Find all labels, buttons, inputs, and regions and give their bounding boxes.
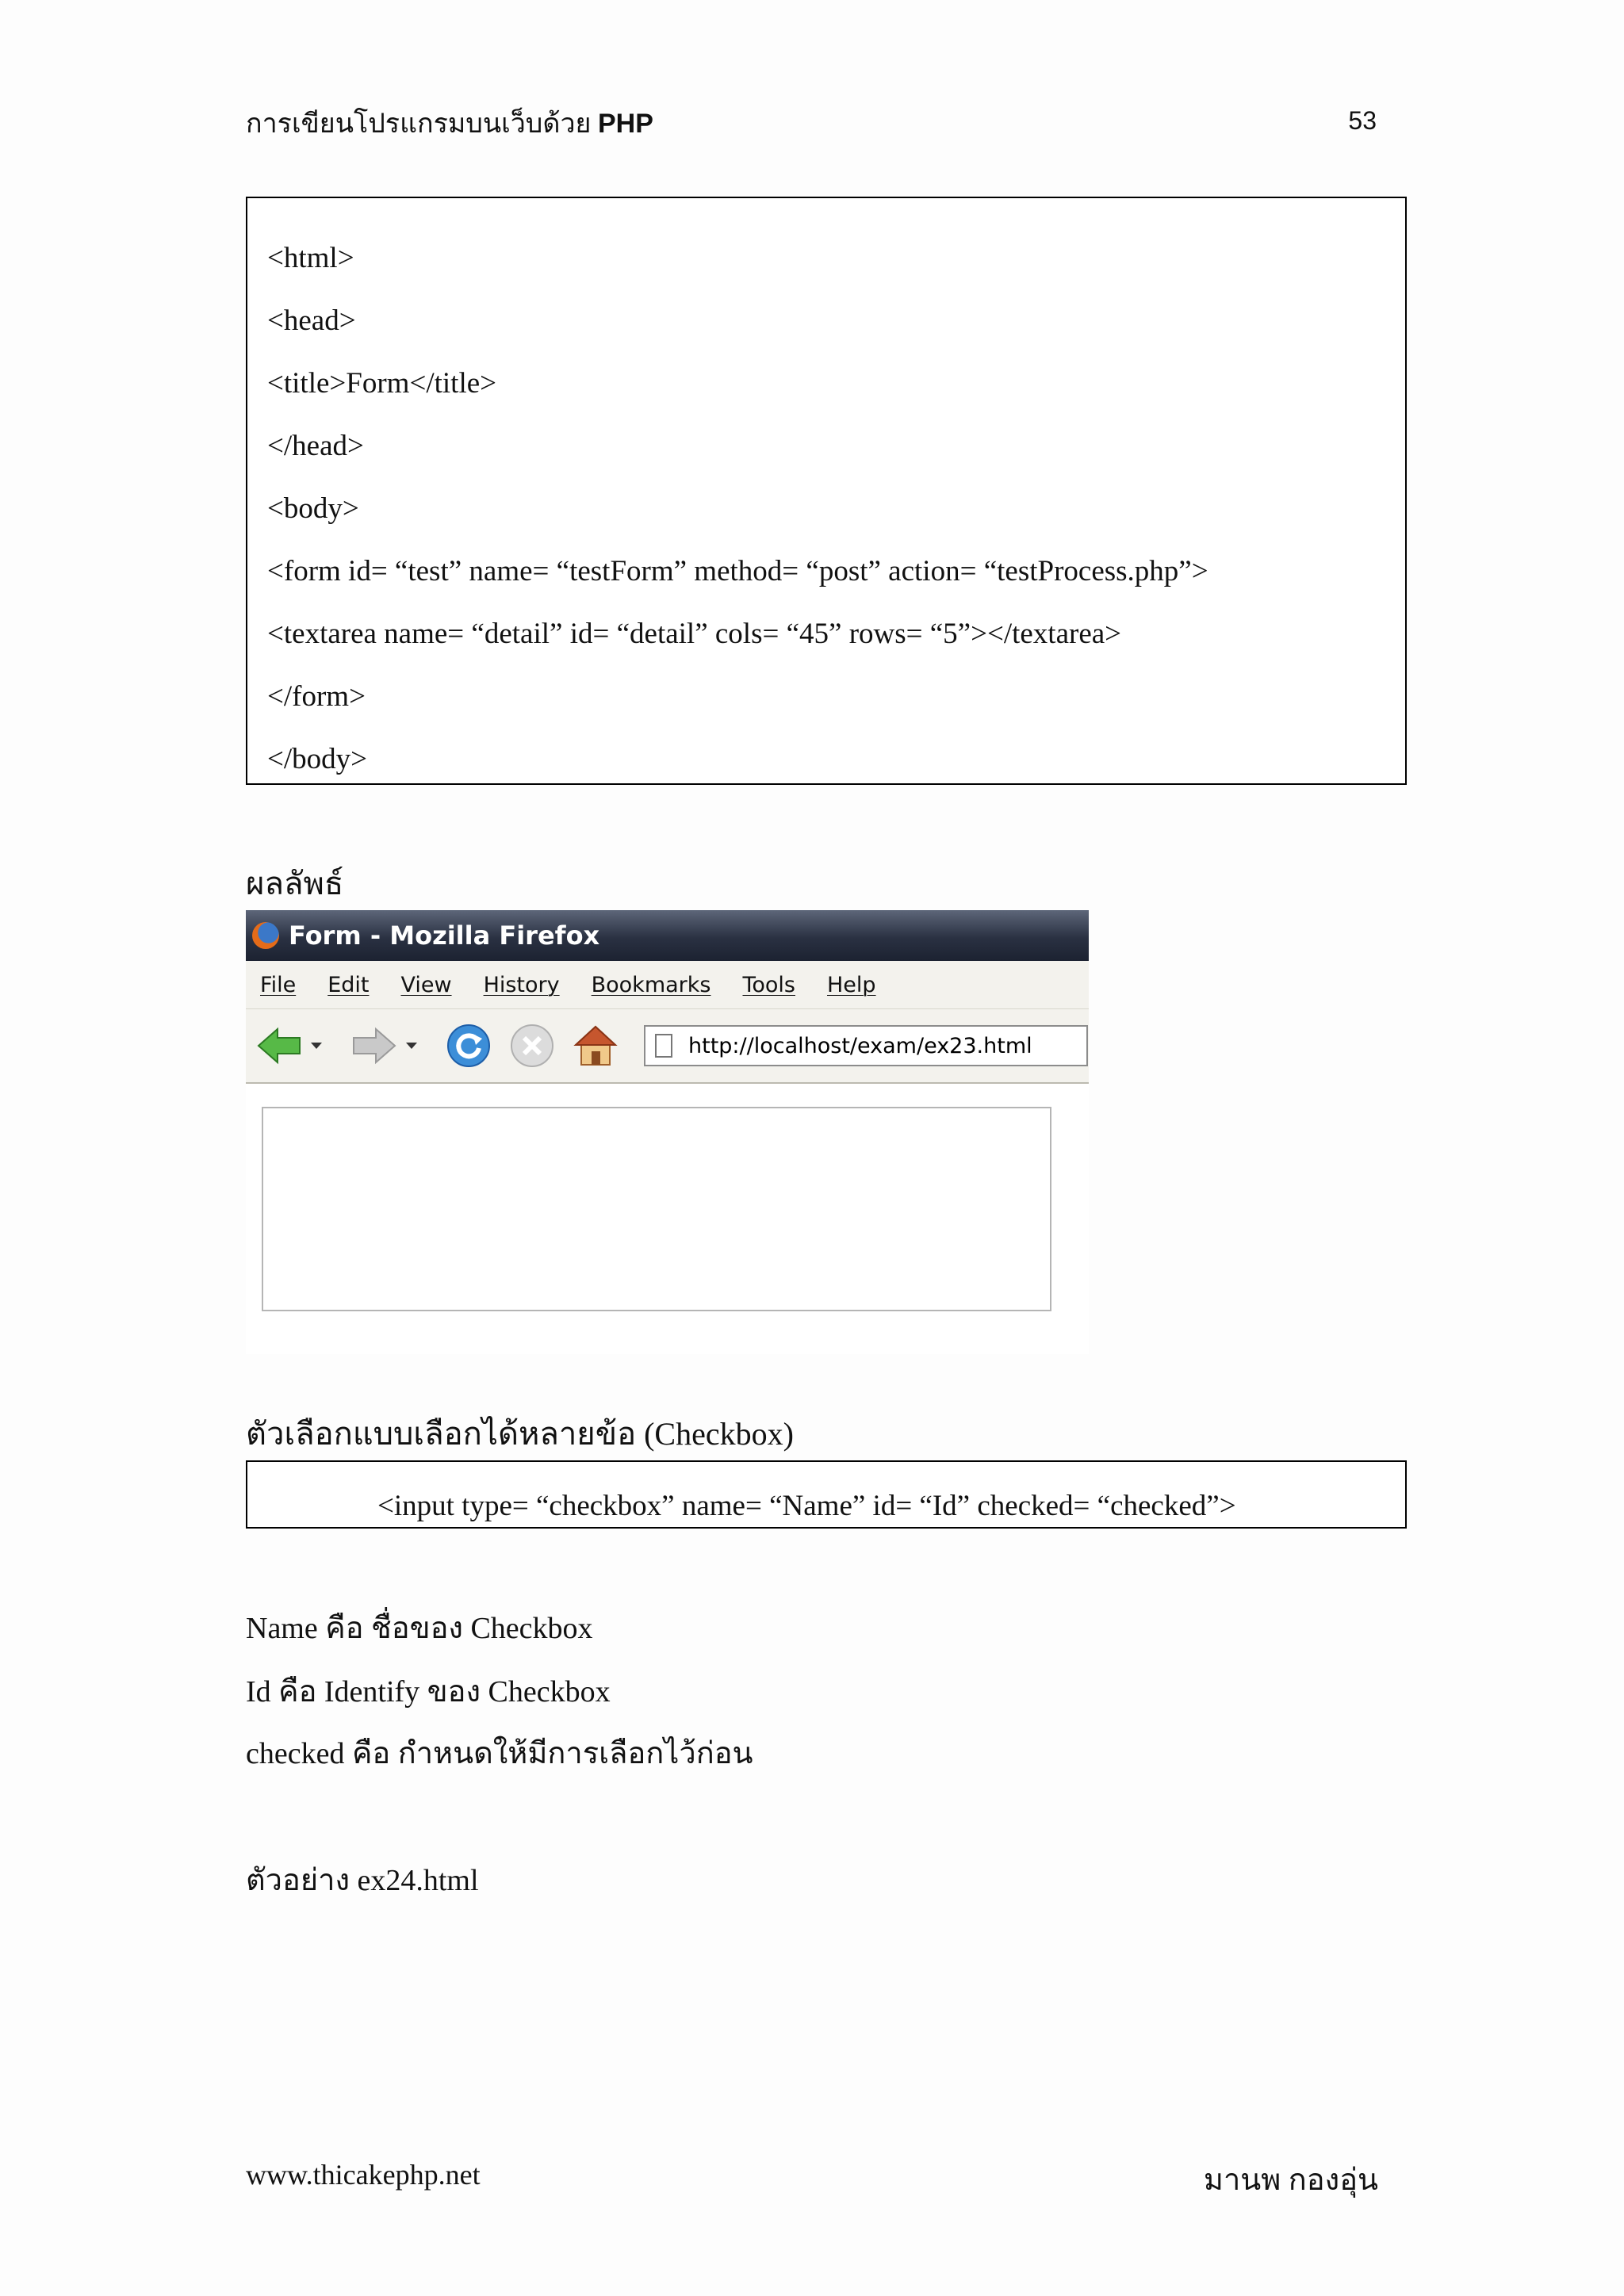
checkbox-code-line: <input type= “checkbox” name= “Name” id= “Id” checked= “checked”> [377, 1490, 1236, 1522]
forward-button[interactable] [350, 1026, 428, 1066]
back-button[interactable] [255, 1026, 333, 1066]
browser-navbar [246, 1009, 1089, 1084]
back-arrow-icon [255, 1026, 303, 1066]
checkbox-heading: ตัวเลือกแบบเลือกได้หลายข้อ (Checkbox) [246, 1416, 794, 1452]
description-name: Name คือ ชื่อของ Checkbox [246, 1612, 593, 1645]
description-id: Id คือ Identify ของ Checkbox [246, 1675, 611, 1709]
menu-edit[interactable]: Edit [327, 972, 370, 997]
page-number: 53 [1348, 106, 1377, 135]
footer-author: มานพ กองอุ่น [1203, 2164, 1378, 2197]
code-line: <textarea name= “detail” id= “detail” cols= “45” rows= “5”></textarea> [267, 618, 1122, 650]
menu-tools[interactable]: Tools [742, 972, 795, 997]
menu-bookmarks[interactable]: Bookmarks [591, 972, 711, 997]
code-line: </head> [267, 430, 364, 462]
stop-button[interactable] [509, 1023, 555, 1069]
result-label: ผลลัพธ์ [246, 866, 344, 901]
address-bar[interactable] [644, 1025, 1088, 1066]
stop-icon [509, 1023, 555, 1069]
menu-help[interactable]: Help [827, 972, 876, 997]
forward-dropdown-icon[interactable] [406, 1043, 417, 1049]
code-line: <title>Form</title> [267, 367, 497, 400]
url-text: http://localhost/exam/ex23.html [688, 1033, 1032, 1058]
code-line: </body> [267, 743, 368, 775]
browser-titlebar [246, 910, 1089, 961]
browser-menubar [246, 961, 1089, 1009]
code-line: <html> [267, 242, 354, 274]
home-icon [573, 1023, 619, 1069]
footer-website: www.thicakephp.net [246, 2159, 481, 2191]
example-label: ตัวอย่าง ex24.html [246, 1864, 479, 1897]
page-header-title [246, 101, 653, 144]
code-line: <form id= “test” name= “testForm” method= “post” action= “testProcess.php”> [267, 555, 1208, 587]
description-checked: checked คือ กำหนดให้มีการเลือกไว้ก่อน [246, 1737, 753, 1770]
window-title: Form - Mozilla Firefox [289, 920, 600, 951]
page-icon [655, 1034, 672, 1058]
reload-button[interactable] [446, 1023, 492, 1069]
code-block [246, 197, 1407, 785]
header-title-php: PHP [597, 109, 653, 139]
textarea-demo[interactable] [262, 1107, 1051, 1311]
code-line: <body> [267, 492, 359, 525]
reload-icon [446, 1023, 492, 1069]
browser-screenshot [246, 910, 1089, 1354]
menu-history[interactable]: History [483, 972, 560, 997]
home-button[interactable] [573, 1023, 619, 1069]
forward-arrow-icon [350, 1026, 398, 1066]
code-line: </form> [267, 680, 366, 713]
menu-file[interactable]: File [260, 972, 297, 997]
firefox-logo-icon [252, 922, 279, 949]
back-dropdown-icon[interactable] [311, 1043, 322, 1049]
header-title-thai: การเขียนโปรแกรมบนเว็บด้วย [246, 109, 592, 139]
checkbox-code-block [246, 1460, 1407, 1529]
code-line: <head> [267, 304, 356, 337]
menu-view[interactable]: View [400, 972, 452, 997]
